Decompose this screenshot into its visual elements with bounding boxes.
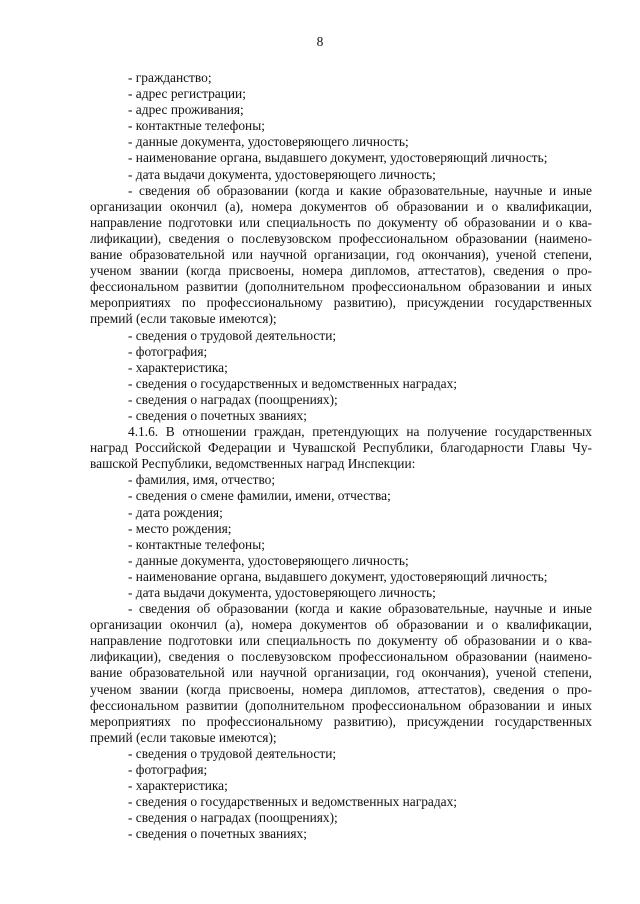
list-item: - сведения о наградах (поощрениях); [128, 810, 338, 826]
paragraph-line: ученом звании (когда присвоены, номера дипломов, аттестатов), сведения о про- [90, 681, 592, 697]
list-item: - характеристика; [128, 778, 228, 794]
paragraph-line: направление подготовки или специальность по документу об образовании и о ква- [90, 214, 592, 230]
list-item: - сведения о трудовой деятельности; [128, 745, 337, 761]
list-item: - фотография; [128, 343, 208, 359]
list-item: - адрес проживания; [128, 102, 244, 118]
paragraph-line: премий (если таковые имеются); [90, 311, 277, 327]
list-item: - фотография; [128, 762, 208, 778]
list-item: - гражданство; [128, 70, 212, 85]
list-item: - сведения о государственных и ведомственных наградах; [128, 375, 458, 391]
paragraph-line: 4.1.6. В отношении граждан, претендующих на получение государственных [128, 424, 592, 440]
list-item: - дата выдачи документа, удостоверяющего личность; [128, 585, 436, 600]
paragraph-line: фессиональном развитии (дополнительном профессиональном образовании и иных [90, 697, 592, 713]
list-item: - наименование органа, выдавшего документ, удостоверяющий личность; [128, 150, 548, 166]
paragraph-line: направление подготовки или специальность по документу об образовании и о ква- [90, 633, 592, 649]
paragraph-line: организации окончил (а), номера документов об образовании и о квалификации, [90, 198, 592, 214]
list-item: - данные документа, удостоверяющего личность; [128, 552, 409, 568]
list-item: - место рождения; [128, 520, 232, 536]
paragraph-line: наград Российской Федерации и Чувашской Республики, благодарности Главы Чу- [90, 440, 592, 456]
paragraph-line: лификации), сведения о послевузовском профессиональном образовании (наимено- [90, 649, 592, 665]
paragraph-line: вание образовательной или научной организации, год окончания), ученой степени, [90, 247, 592, 263]
education-paragraph [90, 183, 592, 328]
paragraph-line: мероприятиях по профессиональному развитию), присуждении государственных [90, 713, 592, 729]
list-item: - сведения о почетных званиях; [128, 407, 307, 423]
paragraph-line: ученом звании (когда присвоены, номера дипломов, аттестатов), сведения о про- [90, 263, 592, 279]
paragraph-line: премий (если таковые имеются); [90, 729, 277, 745]
list-item: - наименование органа, выдавшего документ, удостоверяющий личность; [128, 568, 548, 584]
paragraph-line: - сведения об образовании (когда и какие образовательные, научные и иные [128, 182, 592, 198]
paragraph-line: фессиональном развитии (дополнительном профессиональном образовании и иных [90, 279, 592, 295]
list-item: - сведения о трудовой деятельности; [128, 327, 337, 343]
paragraph-line: организации окончил (а), номера документов об образовании и о квалификации, [90, 617, 592, 633]
list-item: - дата рождения; [128, 504, 223, 520]
list-item: - сведения о смене фамилии, имени, отчества; [128, 488, 391, 504]
list-item: - сведения о наградах (поощрениях); [128, 391, 338, 407]
list-item: - фамилия, имя, отчество; [128, 472, 276, 488]
paragraph-line: лификации), сведения о послевузовском профессиональном образовании (наимено- [90, 230, 592, 246]
document-body [90, 70, 592, 843]
list-item: - сведения о почетных званиях; [128, 826, 307, 842]
list-item: - дата выдачи документа, удостоверяющего личность; [128, 166, 436, 182]
list-item: - контактные телефоны; [128, 118, 265, 134]
paragraph-line: вашской Республики, ведомственных наград Инспекции: [90, 456, 416, 472]
paragraph-line: мероприятиях по профессиональному развитию), присуждении государственных [90, 295, 592, 311]
list-item: - данные документа, удостоверяющего личность; [128, 134, 409, 150]
list-item: - контактные телефоны; [128, 536, 265, 552]
education-paragraph [90, 601, 592, 746]
list-item: - сведения о государственных и ведомственных наградах; [128, 794, 458, 810]
section-4-1-6-paragraph [90, 424, 592, 472]
list-item: - адрес регистрации; [128, 86, 246, 102]
paragraph-line: - сведения об образовании (когда и какие образовательные, научные и иные [128, 601, 592, 617]
page-number: 8 [316, 34, 324, 49]
list-item: - характеристика; [128, 359, 228, 375]
paragraph-line: вание образовательной или научной организации, год окончания), ученой степени, [90, 665, 592, 681]
